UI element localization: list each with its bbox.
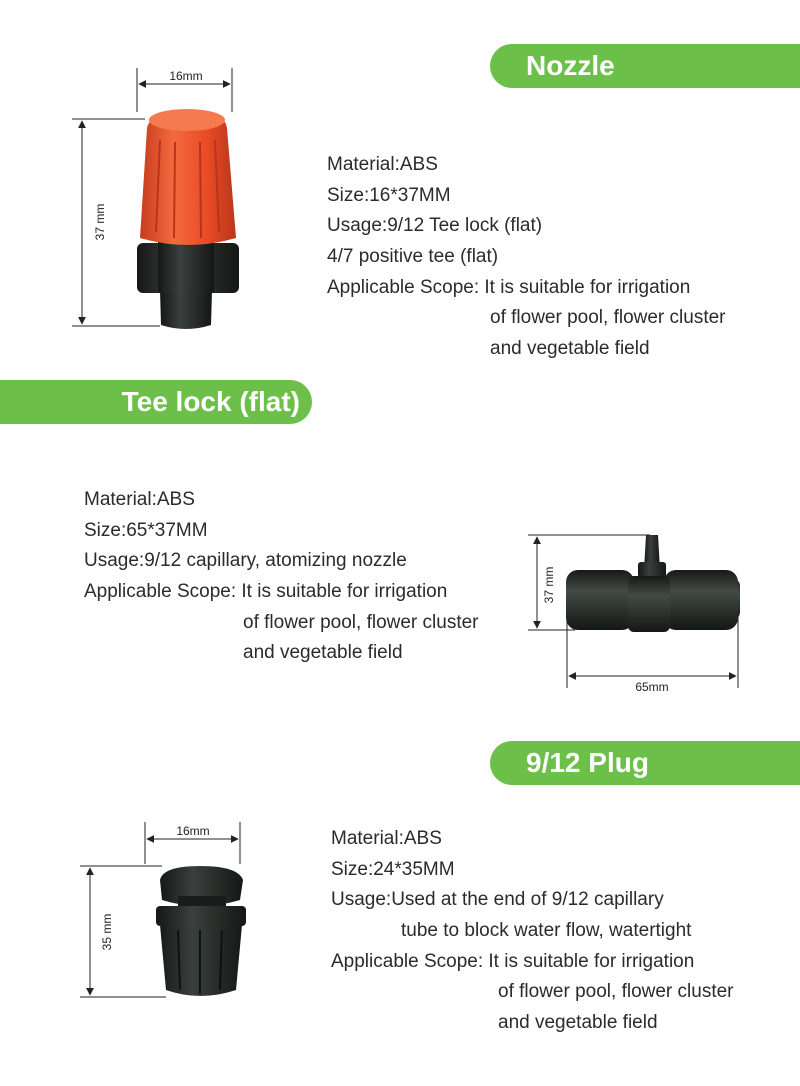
- tee-lock-height-label: 37 mm: [542, 566, 556, 604]
- spec-line: 4/7 positive tee (flat): [327, 246, 499, 268]
- spec-line: Size:24*35MM: [331, 858, 455, 880]
- spec-line: Material:ABS: [327, 154, 438, 175]
- spec-line: Applicable Scope: It is suitable for irrigation: [331, 950, 695, 972]
- spec-line: and vegetable field: [243, 642, 403, 664]
- plug-height-label: 35 mm: [100, 913, 114, 951]
- spec-line: of flower pool, flower cluster: [243, 611, 479, 633]
- spec-line: of flower pool, flower cluster: [490, 307, 726, 329]
- spec-line: Size:65*37MM: [84, 519, 208, 541]
- spec-line: and vegetable field: [490, 338, 650, 360]
- spec-line: Applicable Scope: It is suitable for irrigation: [327, 276, 691, 298]
- spec-line: Size:16*37MM: [327, 184, 451, 206]
- spec-line: tube to block water flow, watertight: [401, 920, 692, 942]
- nozzle-base: [137, 238, 239, 329]
- nozzle-height-label: 37 mm: [93, 203, 107, 241]
- plug-illustration: [80, 822, 246, 997]
- spec-line: Material:ABS: [331, 828, 442, 849]
- spec-line: Usage:9/12 capillary, atomizing nozzle: [84, 550, 407, 572]
- spec-line: Applicable Scope: It is suitable for irrigation: [84, 581, 448, 603]
- spec-line: of flower pool, flower cluster: [498, 981, 734, 1003]
- plug-width-label: 16mm: [176, 824, 210, 838]
- nozzle-illustration: [72, 68, 239, 329]
- spec-line: Usage:Used at the end of 9/12 capillary: [331, 889, 664, 911]
- tee-lock-title: Tee lock (flat): [121, 386, 300, 417]
- spec-line: and vegetable field: [498, 1012, 658, 1034]
- tee-lock-width-label: 65mm: [635, 680, 669, 694]
- plug-title: 9/12 Plug: [526, 747, 649, 778]
- nozzle-title: Nozzle: [526, 50, 615, 81]
- nozzle-cap: [140, 109, 236, 245]
- spec-line: Usage:9/12 Tee lock (flat): [327, 215, 543, 237]
- spec-line: Material:ABS: [84, 489, 195, 510]
- tee-lock-illustration: [528, 535, 740, 694]
- nozzle-width-label: 16mm: [169, 69, 203, 83]
